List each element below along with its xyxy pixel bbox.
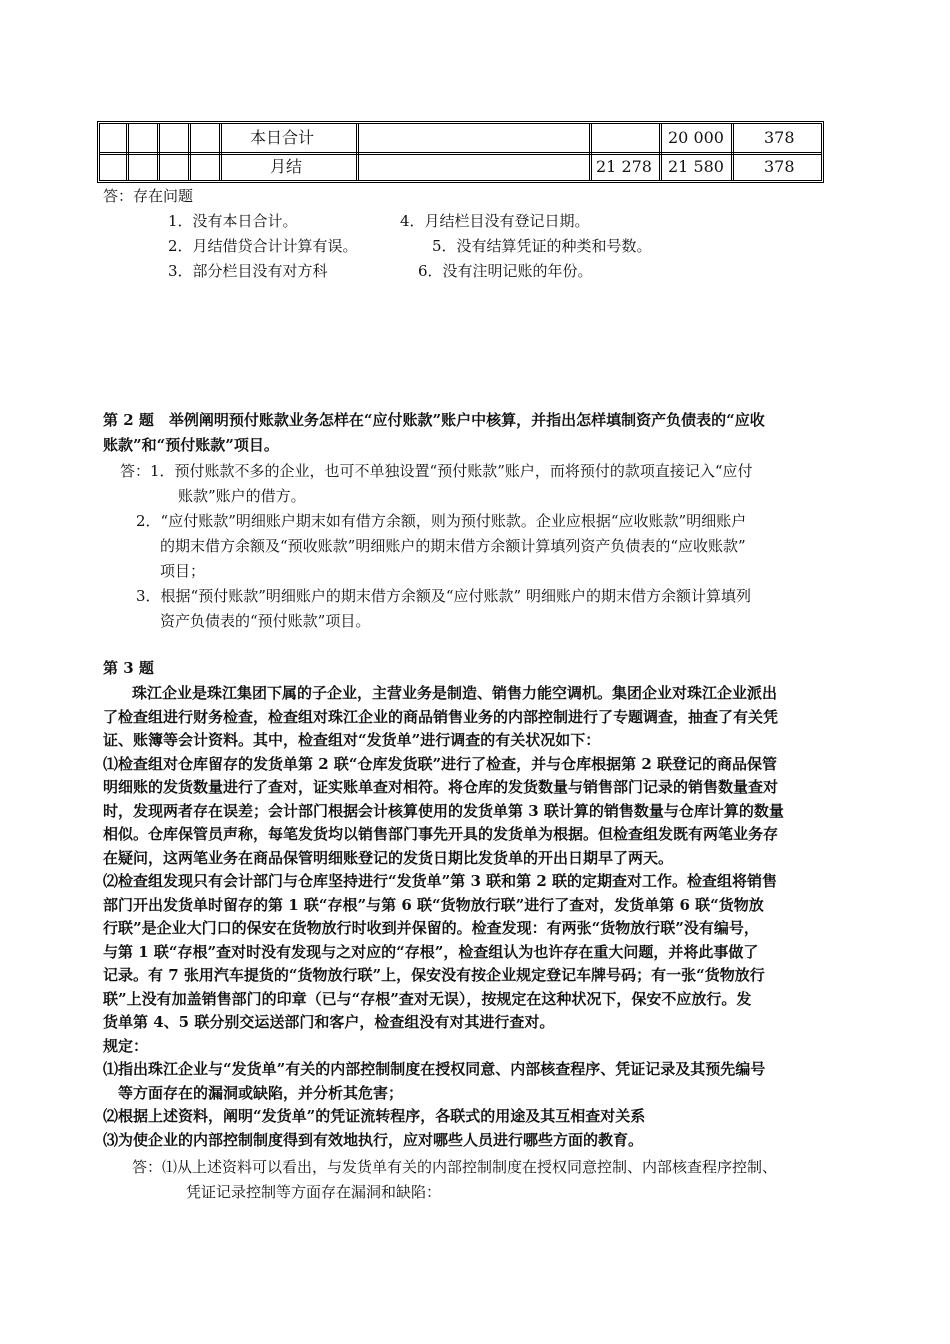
credit-daily-total: 20 000	[668, 128, 724, 147]
q2-title-cont: 账款”和“预付账款”项目。	[103, 436, 279, 454]
q3-paragraph-line: 货单第 4、5 联分别交运送部门和客户，检查组没有对其进行查对。	[103, 1013, 555, 1031]
row-label-daily-total: 本日合计	[250, 128, 315, 147]
column-divider	[157, 124, 160, 180]
q3-paragraph-line: 与第 1 联“存根”查对时没有发现与之对应的“存根”，检查组认为也许存在重大问题，并将此事做了	[103, 942, 759, 961]
balance-month-end: 378	[764, 157, 795, 176]
q2-answer-line: 的期末借方余额及“预收账款”明细账户的期末借方余额计算填列资产负债表的“应收账款”	[160, 537, 746, 555]
q3-requirement: ⑴指出珠江企业与“发货单”有关的内部控制制度在授权同意、内部核查程序、凭证记录及其预先编号	[103, 1060, 766, 1078]
q3-paragraph-line: 了检查组进行财务检查，检查组对珠江企业的商品销售业务的内部控制进行了专题调查，抽查了有关凭	[103, 707, 779, 726]
q3-requirement-cont: 等方面存在的漏洞或缺陷，并分析其危害；	[118, 1083, 404, 1102]
q2-title: 第 2 题 举例阐明预付账款业务怎样在“应付账款”账户中核算，并指出怎样填制资产负债表的“应收	[103, 411, 765, 429]
q2-answer-line: 答：1．预付账款不多的企业，也可不单独设置“预付账款”账户，而将预付的款项直接记入“应付	[120, 462, 753, 480]
q2-answer-line: 资产负债表的“预付账款”项目。	[160, 612, 371, 630]
q3-title: 第 3 题	[103, 659, 154, 677]
q3-paragraph-line: 部门开出发货单时留存的第 1 联“存根”与第 6 联“货物放行联”进行了查对，发货单第 6 联“货物放	[103, 895, 764, 914]
column-divider	[731, 124, 734, 180]
issue-item: 3．部分栏目没有对方科	[168, 262, 328, 280]
q2-answer-line: 项目；	[160, 562, 206, 580]
q1-answer-heading: 答：存在问题	[103, 187, 194, 205]
q3-answer-line: 答：⑴从上述资料可以看出，与发货单有关的内部控制制度在授权同意控制、内部核查程序控制、	[132, 1158, 778, 1176]
q3-requirement: ⑵根据上述资料，阐明“发货单”的凭证流转程序，各联式的用途及其互相查对关系	[103, 1107, 646, 1125]
row-label-month-end: 月结	[270, 157, 303, 176]
credit-month-end: 21 580	[668, 157, 724, 176]
q3-requirement: ⑶为使企业的内部控制制度得到有效地执行，应对哪些人员进行哪些方面的教育。	[103, 1130, 644, 1149]
q3-answer-line: 凭证记录控制等方面存在漏洞和缺陷：	[186, 1183, 442, 1201]
q2-answer-line: 3．根据“预付账款”明细账户的期末借方余额及“应付账款” 明细账户的期末借方余额计算填列	[136, 587, 751, 605]
issue-item: 6．没有注明记账的年份。	[418, 262, 593, 280]
column-divider	[188, 124, 191, 180]
q3-paragraph-line: ⑵检查组发现只有会计部门与仓库坚持进行“发货单”第 3 联和第 2 联的定期查对工作。检查组将销售	[103, 872, 778, 890]
q3-paragraph-line: 证、账簿等会计资料。其中，检查组对“发货单”进行调查的有关状况如下：	[103, 731, 601, 749]
q2-answer-line: 2．“应付账款”明细账户期末如有借方余额，则为预付账款。企业应根据“应收账款”明细账户	[136, 512, 747, 530]
column-divider	[659, 124, 662, 180]
q2-answer-line: 账款”账户的借方。	[178, 487, 306, 505]
issue-item: 4．月结栏目没有登记日期。	[400, 212, 590, 230]
issue-item: 1．没有本日合计。	[168, 212, 298, 230]
q3-paragraph-line: 联”上没有加盖销售部门的印章（已与“存根”查对无误），按规定在这种状况下，保安不应放行。发	[103, 989, 752, 1008]
column-divider	[219, 124, 222, 180]
q3-paragraph-line: ⑴检查组对仓库留存的发货单第 2 联“仓库发货联”进行了检查，并与仓库根据第 2 联登记的商品保管	[103, 754, 778, 773]
q3-requirements-label: 规定：	[103, 1036, 149, 1055]
q3-paragraph-line: 记录。有 7 张用汽车提货的“货物放行联”上，保安没有按企业规定登记车牌号码；有一张“货物放行	[103, 966, 765, 984]
ledger-table	[97, 121, 824, 183]
q3-paragraph-line: 相似。仓库保管员声称，每笔发货均以销售部门事先开具的发货单为根据。但检查组发既有两笔业务存	[103, 825, 779, 843]
balance-daily-total: 378	[764, 128, 795, 147]
q3-paragraph-line: 时，发现两者存在误差；会计部门根据会计核算使用的发货单第 3 联计算的销售数量与仓库计算的数量	[103, 801, 784, 820]
column-divider	[126, 124, 129, 180]
q3-paragraph-line: 珠江企业是珠江集团下属的子企业，主营业务是制造、销售力能空调机。集团企业对珠江企业派出	[132, 684, 778, 702]
column-divider	[356, 124, 359, 180]
q3-paragraph-line: 明细账的发货数量进行了查对，证实账单查对相符。将仓库的发货数量与销售部门记录的销售数量查对	[103, 778, 779, 796]
debit-month-end: 21 278	[596, 157, 652, 176]
issue-item: 2．月结借贷合计计算有误。	[168, 237, 358, 255]
column-divider	[589, 124, 592, 180]
q3-paragraph-line: 行联”是企业大门口的保安在货物放行时收到并保留的。检查发现：有两张“货物放行联”没有编号，	[103, 919, 759, 937]
issue-item: 5．没有结算凭证的种类和号数。	[432, 237, 652, 255]
q3-paragraph-line: 在疑问，这两笔业务在商品保管明细账登记的发货日期比发货单的开出日期早了两天。	[103, 848, 674, 867]
